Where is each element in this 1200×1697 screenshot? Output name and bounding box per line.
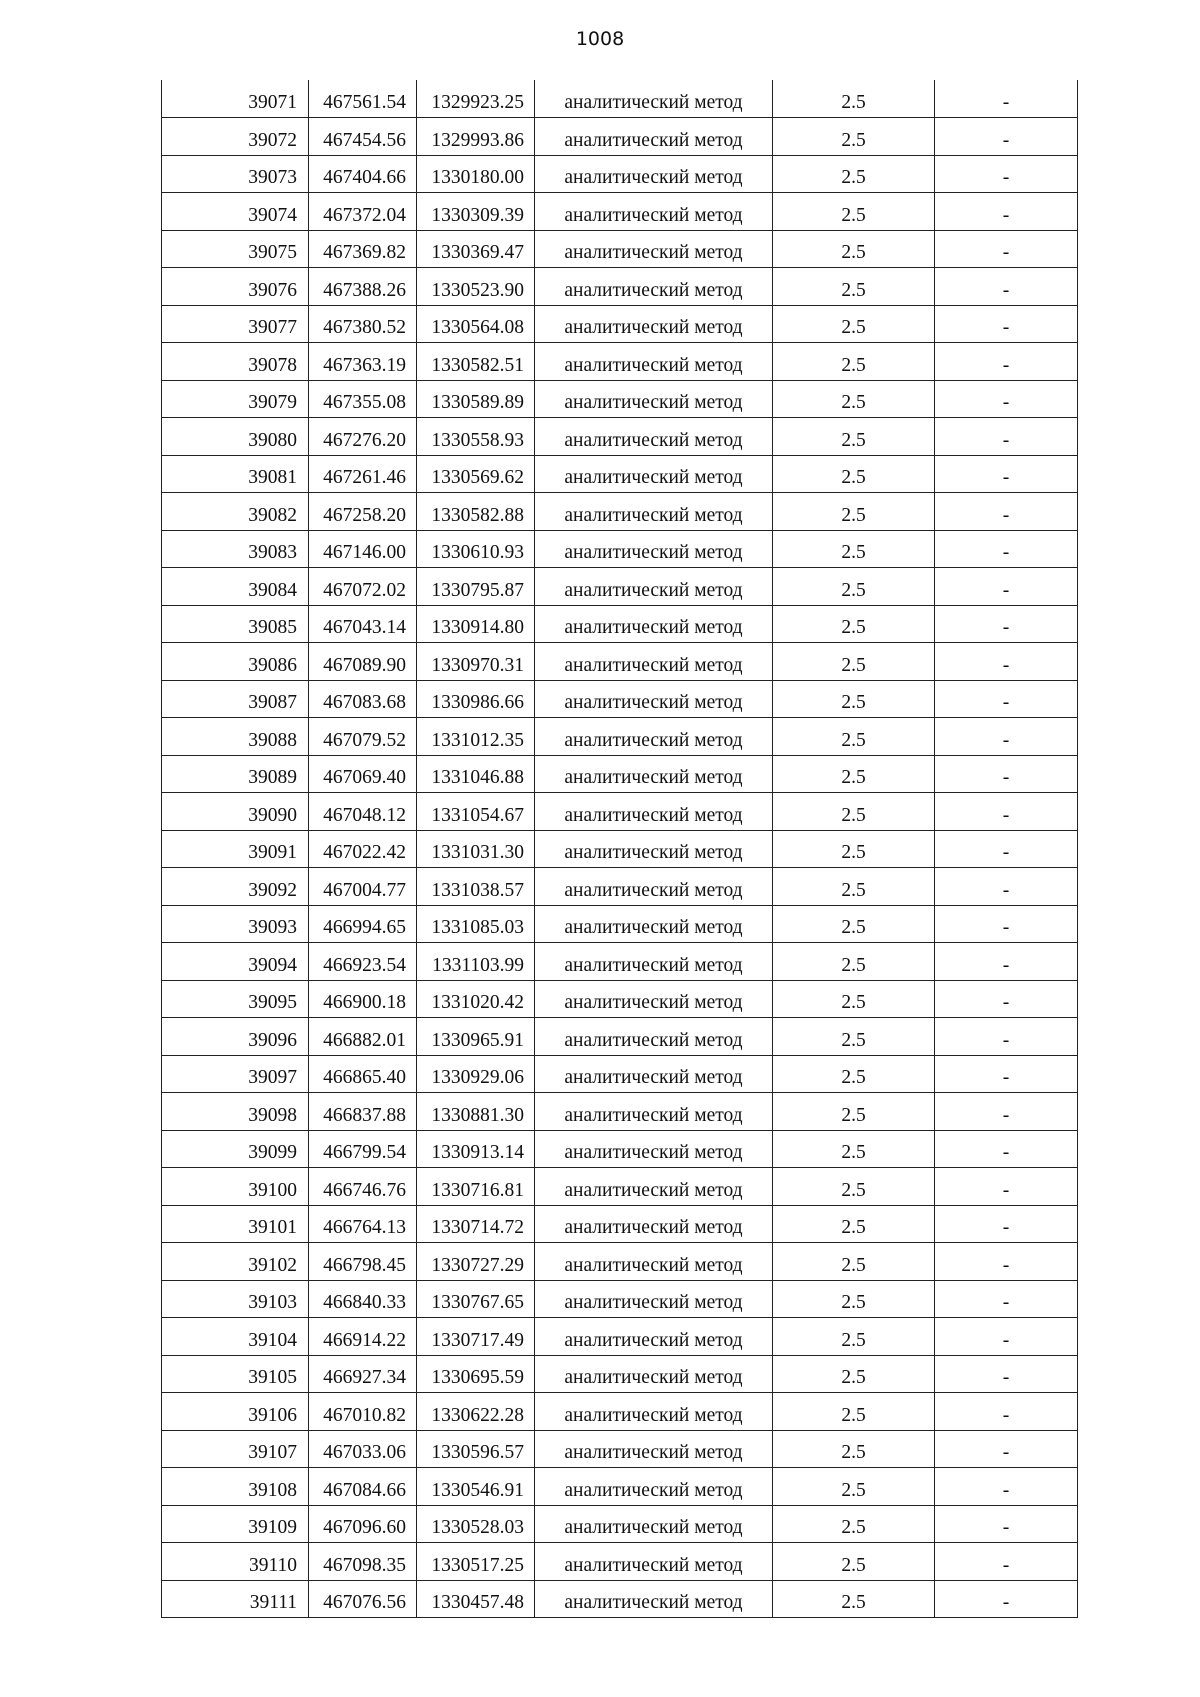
method-cell: аналитический метод (535, 643, 773, 681)
accuracy-cell: 2.5 (773, 155, 935, 193)
x-coordinate-cell: 466764.13 (309, 1205, 417, 1243)
table-row (162, 80, 1078, 118)
table-row (162, 1280, 1078, 1318)
table-row (162, 1018, 1078, 1056)
point-number-cell: 39110 (162, 1543, 309, 1581)
table-row (162, 193, 1078, 231)
note-cell: - (935, 1355, 1078, 1393)
x-coordinate-cell: 466927.34 (309, 1355, 417, 1393)
note-cell: - (935, 268, 1078, 306)
note-cell: - (935, 718, 1078, 756)
table-row (162, 268, 1078, 306)
point-number-cell: 39105 (162, 1355, 309, 1393)
y-coordinate-cell: 1330714.72 (417, 1205, 535, 1243)
x-coordinate-cell: 466798.45 (309, 1243, 417, 1281)
x-coordinate-cell: 467380.52 (309, 305, 417, 343)
point-number-cell: 39083 (162, 530, 309, 568)
x-coordinate-cell: 467363.19 (309, 343, 417, 381)
y-coordinate-cell: 1330881.30 (417, 1093, 535, 1131)
y-coordinate-cell: 1330558.93 (417, 418, 535, 456)
method-cell: аналитический метод (535, 1055, 773, 1093)
accuracy-cell: 2.5 (773, 305, 935, 343)
note-cell: - (935, 305, 1078, 343)
table-row (162, 1055, 1078, 1093)
note-cell: - (935, 155, 1078, 193)
method-cell: аналитический метод (535, 793, 773, 831)
note-cell: - (935, 1505, 1078, 1543)
table-row (162, 530, 1078, 568)
accuracy-cell: 2.5 (773, 1543, 935, 1581)
method-cell: аналитический метод (535, 605, 773, 643)
table-row (162, 568, 1078, 606)
table-row (162, 1205, 1078, 1243)
method-cell: аналитический метод (535, 568, 773, 606)
note-cell: - (935, 980, 1078, 1018)
point-number-cell: 39075 (162, 230, 309, 268)
table-row (162, 1093, 1078, 1131)
x-coordinate-cell: 467561.54 (309, 80, 417, 118)
accuracy-cell: 2.5 (773, 380, 935, 418)
accuracy-cell: 2.5 (773, 980, 935, 1018)
accuracy-cell: 2.5 (773, 268, 935, 306)
method-cell: аналитический метод (535, 493, 773, 531)
x-coordinate-cell: 467043.14 (309, 605, 417, 643)
y-coordinate-cell: 1330610.93 (417, 530, 535, 568)
y-coordinate-cell: 1330546.91 (417, 1468, 535, 1506)
point-number-cell: 39091 (162, 830, 309, 868)
method-cell: аналитический метод (535, 1243, 773, 1281)
method-cell: аналитический метод (535, 268, 773, 306)
note-cell: - (935, 605, 1078, 643)
x-coordinate-cell: 467404.66 (309, 155, 417, 193)
note-cell: - (935, 643, 1078, 681)
accuracy-cell: 2.5 (773, 905, 935, 943)
accuracy-cell: 2.5 (773, 1580, 935, 1618)
point-number-cell: 39086 (162, 643, 309, 681)
y-coordinate-cell: 1331046.88 (417, 755, 535, 793)
accuracy-cell: 2.5 (773, 755, 935, 793)
table-row (162, 905, 1078, 943)
coordinates-table-body (162, 80, 1078, 1618)
method-cell: аналитический метод (535, 1130, 773, 1168)
accuracy-cell: 2.5 (773, 868, 935, 906)
note-cell: - (935, 1318, 1078, 1356)
table-row (162, 493, 1078, 531)
point-number-cell: 39092 (162, 868, 309, 906)
method-cell: аналитический метод (535, 118, 773, 156)
method-cell: аналитический метод (535, 418, 773, 456)
table-row (162, 230, 1078, 268)
accuracy-cell: 2.5 (773, 530, 935, 568)
accuracy-cell: 2.5 (773, 1055, 935, 1093)
method-cell: аналитический метод (535, 1580, 773, 1618)
point-number-cell: 39108 (162, 1468, 309, 1506)
point-number-cell: 39097 (162, 1055, 309, 1093)
y-coordinate-cell: 1330564.08 (417, 305, 535, 343)
x-coordinate-cell: 466840.33 (309, 1280, 417, 1318)
point-number-cell: 39102 (162, 1243, 309, 1281)
accuracy-cell: 2.5 (773, 1130, 935, 1168)
y-coordinate-cell: 1330716.81 (417, 1168, 535, 1206)
accuracy-cell: 2.5 (773, 568, 935, 606)
accuracy-cell: 2.5 (773, 943, 935, 981)
note-cell: - (935, 455, 1078, 493)
point-number-cell: 39087 (162, 680, 309, 718)
y-coordinate-cell: 1330622.28 (417, 1393, 535, 1431)
y-coordinate-cell: 1330965.91 (417, 1018, 535, 1056)
x-coordinate-cell: 467096.60 (309, 1505, 417, 1543)
point-number-cell: 39077 (162, 305, 309, 343)
x-coordinate-cell: 467355.08 (309, 380, 417, 418)
table-row (162, 1243, 1078, 1281)
y-coordinate-cell: 1329923.25 (417, 80, 535, 118)
x-coordinate-cell: 467258.20 (309, 493, 417, 531)
method-cell: аналитический метод (535, 1280, 773, 1318)
method-cell: аналитический метод (535, 943, 773, 981)
point-number-cell: 39074 (162, 193, 309, 231)
table-row (162, 1543, 1078, 1581)
table-row (162, 455, 1078, 493)
y-coordinate-cell: 1330309.39 (417, 193, 535, 231)
method-cell: аналитический метод (535, 1468, 773, 1506)
x-coordinate-cell: 466865.40 (309, 1055, 417, 1093)
accuracy-cell: 2.5 (773, 343, 935, 381)
point-number-cell: 39106 (162, 1393, 309, 1431)
y-coordinate-cell: 1330569.62 (417, 455, 535, 493)
y-coordinate-cell: 1330717.49 (417, 1318, 535, 1356)
point-number-cell: 39079 (162, 380, 309, 418)
y-coordinate-cell: 1330180.00 (417, 155, 535, 193)
point-number-cell: 39107 (162, 1430, 309, 1468)
x-coordinate-cell: 466994.65 (309, 905, 417, 943)
note-cell: - (935, 118, 1078, 156)
x-coordinate-cell: 467048.12 (309, 793, 417, 831)
note-cell: - (935, 418, 1078, 456)
note-cell: - (935, 868, 1078, 906)
point-number-cell: 39104 (162, 1318, 309, 1356)
table-row (162, 943, 1078, 981)
x-coordinate-cell: 467089.90 (309, 643, 417, 681)
y-coordinate-cell: 1330517.25 (417, 1543, 535, 1581)
point-number-cell: 39089 (162, 755, 309, 793)
accuracy-cell: 2.5 (773, 418, 935, 456)
method-cell: аналитический метод (535, 830, 773, 868)
table-row (162, 380, 1078, 418)
table-row (162, 793, 1078, 831)
page-number: 1008 (575, 28, 625, 50)
method-cell: аналитический метод (535, 305, 773, 343)
x-coordinate-cell: 466882.01 (309, 1018, 417, 1056)
note-cell: - (935, 1093, 1078, 1131)
method-cell: аналитический метод (535, 230, 773, 268)
point-number-cell: 39090 (162, 793, 309, 831)
y-coordinate-cell: 1330582.88 (417, 493, 535, 531)
accuracy-cell: 2.5 (773, 230, 935, 268)
x-coordinate-cell: 466746.76 (309, 1168, 417, 1206)
point-number-cell: 39096 (162, 1018, 309, 1056)
method-cell: аналитический метод (535, 1205, 773, 1243)
table-row (162, 118, 1078, 156)
x-coordinate-cell: 467261.46 (309, 455, 417, 493)
note-cell: - (935, 1430, 1078, 1468)
x-coordinate-cell: 466799.54 (309, 1130, 417, 1168)
y-coordinate-cell: 1330695.59 (417, 1355, 535, 1393)
point-number-cell: 39078 (162, 343, 309, 381)
point-number-cell: 39073 (162, 155, 309, 193)
point-number-cell: 39076 (162, 268, 309, 306)
table-row (162, 755, 1078, 793)
point-number-cell: 39095 (162, 980, 309, 1018)
method-cell: аналитический метод (535, 455, 773, 493)
y-coordinate-cell: 1331038.57 (417, 868, 535, 906)
x-coordinate-cell: 467033.06 (309, 1430, 417, 1468)
method-cell: аналитический метод (535, 905, 773, 943)
method-cell: аналитический метод (535, 1393, 773, 1431)
note-cell: - (935, 943, 1078, 981)
y-coordinate-cell: 1331085.03 (417, 905, 535, 943)
point-number-cell: 39093 (162, 905, 309, 943)
point-number-cell: 39103 (162, 1280, 309, 1318)
y-coordinate-cell: 1330913.14 (417, 1130, 535, 1168)
y-coordinate-cell: 1330457.48 (417, 1580, 535, 1618)
x-coordinate-cell: 467004.77 (309, 868, 417, 906)
x-coordinate-cell: 467069.40 (309, 755, 417, 793)
accuracy-cell: 2.5 (773, 493, 935, 531)
accuracy-cell: 2.5 (773, 718, 935, 756)
accuracy-cell: 2.5 (773, 1243, 935, 1281)
x-coordinate-cell: 467098.35 (309, 1543, 417, 1581)
y-coordinate-cell: 1331012.35 (417, 718, 535, 756)
table-row (162, 305, 1078, 343)
accuracy-cell: 2.5 (773, 1168, 935, 1206)
table-row (162, 343, 1078, 381)
method-cell: аналитический метод (535, 980, 773, 1018)
note-cell: - (935, 380, 1078, 418)
method-cell: аналитический метод (535, 755, 773, 793)
table-row (162, 1468, 1078, 1506)
table-row (162, 1168, 1078, 1206)
x-coordinate-cell: 467022.42 (309, 830, 417, 868)
x-coordinate-cell: 466914.22 (309, 1318, 417, 1356)
point-number-cell: 39101 (162, 1205, 309, 1243)
point-number-cell: 39088 (162, 718, 309, 756)
point-number-cell: 39111 (162, 1580, 309, 1618)
table-row (162, 1505, 1078, 1543)
point-number-cell: 39098 (162, 1093, 309, 1131)
x-coordinate-cell: 467079.52 (309, 718, 417, 756)
point-number-cell: 39082 (162, 493, 309, 531)
y-coordinate-cell: 1330727.29 (417, 1243, 535, 1281)
accuracy-cell: 2.5 (773, 1430, 935, 1468)
point-number-cell: 39100 (162, 1168, 309, 1206)
note-cell: - (935, 755, 1078, 793)
table-row (162, 418, 1078, 456)
accuracy-cell: 2.5 (773, 680, 935, 718)
y-coordinate-cell: 1330369.47 (417, 230, 535, 268)
accuracy-cell: 2.5 (773, 1093, 935, 1131)
accuracy-cell: 2.5 (773, 1505, 935, 1543)
note-cell: - (935, 230, 1078, 268)
note-cell: - (935, 830, 1078, 868)
note-cell: - (935, 1468, 1078, 1506)
note-cell: - (935, 568, 1078, 606)
method-cell: аналитический метод (535, 1430, 773, 1468)
x-coordinate-cell: 467010.82 (309, 1393, 417, 1431)
point-number-cell: 39099 (162, 1130, 309, 1168)
point-number-cell: 39094 (162, 943, 309, 981)
note-cell: - (935, 193, 1078, 231)
point-number-cell: 39072 (162, 118, 309, 156)
note-cell: - (935, 1243, 1078, 1281)
note-cell: - (935, 680, 1078, 718)
accuracy-cell: 2.5 (773, 1393, 935, 1431)
y-coordinate-cell: 1330914.80 (417, 605, 535, 643)
x-coordinate-cell: 467369.82 (309, 230, 417, 268)
y-coordinate-cell: 1330596.57 (417, 1430, 535, 1468)
table-row (162, 1580, 1078, 1618)
table-row (162, 980, 1078, 1018)
x-coordinate-cell: 466900.18 (309, 980, 417, 1018)
table-row (162, 680, 1078, 718)
table-row (162, 718, 1078, 756)
table-row (162, 868, 1078, 906)
method-cell: аналитический метод (535, 1355, 773, 1393)
table-row (162, 1355, 1078, 1393)
accuracy-cell: 2.5 (773, 118, 935, 156)
method-cell: аналитический метод (535, 380, 773, 418)
note-cell: - (935, 343, 1078, 381)
note-cell: - (935, 1055, 1078, 1093)
note-cell: - (935, 530, 1078, 568)
x-coordinate-cell: 466923.54 (309, 943, 417, 981)
y-coordinate-cell: 1330523.90 (417, 268, 535, 306)
table-row (162, 1130, 1078, 1168)
accuracy-cell: 2.5 (773, 455, 935, 493)
y-coordinate-cell: 1330970.31 (417, 643, 535, 681)
accuracy-cell: 2.5 (773, 643, 935, 681)
y-coordinate-cell: 1330929.06 (417, 1055, 535, 1093)
table-row (162, 1318, 1078, 1356)
note-cell: - (935, 1018, 1078, 1056)
accuracy-cell: 2.5 (773, 193, 935, 231)
accuracy-cell: 2.5 (773, 1018, 935, 1056)
method-cell: аналитический метод (535, 530, 773, 568)
y-coordinate-cell: 1331031.30 (417, 830, 535, 868)
table-row (162, 1430, 1078, 1468)
x-coordinate-cell: 467072.02 (309, 568, 417, 606)
note-cell: - (935, 80, 1078, 118)
x-coordinate-cell: 467276.20 (309, 418, 417, 456)
y-coordinate-cell: 1330589.89 (417, 380, 535, 418)
coordinates-table (161, 80, 1078, 1618)
method-cell: аналитический метод (535, 868, 773, 906)
point-number-cell: 39080 (162, 418, 309, 456)
accuracy-cell: 2.5 (773, 1205, 935, 1243)
method-cell: аналитический метод (535, 343, 773, 381)
method-cell: аналитический метод (535, 1318, 773, 1356)
x-coordinate-cell: 467146.00 (309, 530, 417, 568)
accuracy-cell: 2.5 (773, 1355, 935, 1393)
y-coordinate-cell: 1330582.51 (417, 343, 535, 381)
y-coordinate-cell: 1331054.67 (417, 793, 535, 831)
y-coordinate-cell: 1331103.99 (417, 943, 535, 981)
note-cell: - (935, 1205, 1078, 1243)
note-cell: - (935, 793, 1078, 831)
note-cell: - (935, 905, 1078, 943)
accuracy-cell: 2.5 (773, 1280, 935, 1318)
table-row (162, 643, 1078, 681)
method-cell: аналитический метод (535, 193, 773, 231)
note-cell: - (935, 1280, 1078, 1318)
x-coordinate-cell: 467076.56 (309, 1580, 417, 1618)
accuracy-cell: 2.5 (773, 830, 935, 868)
accuracy-cell: 2.5 (773, 793, 935, 831)
method-cell: аналитический метод (535, 1168, 773, 1206)
method-cell: аналитический метод (535, 155, 773, 193)
note-cell: - (935, 1393, 1078, 1431)
x-coordinate-cell: 467083.68 (309, 680, 417, 718)
table-row (162, 605, 1078, 643)
note-cell: - (935, 1130, 1078, 1168)
y-coordinate-cell: 1330795.87 (417, 568, 535, 606)
method-cell: аналитический метод (535, 80, 773, 118)
x-coordinate-cell: 466837.88 (309, 1093, 417, 1131)
method-cell: аналитический метод (535, 1505, 773, 1543)
point-number-cell: 39071 (162, 80, 309, 118)
method-cell: аналитический метод (535, 680, 773, 718)
table-row (162, 830, 1078, 868)
note-cell: - (935, 1543, 1078, 1581)
method-cell: аналитический метод (535, 718, 773, 756)
point-number-cell: 39081 (162, 455, 309, 493)
accuracy-cell: 2.5 (773, 1318, 935, 1356)
method-cell: аналитический метод (535, 1018, 773, 1056)
x-coordinate-cell: 467372.04 (309, 193, 417, 231)
method-cell: аналитический метод (535, 1093, 773, 1131)
method-cell: аналитический метод (535, 1543, 773, 1581)
note-cell: - (935, 1580, 1078, 1618)
point-number-cell: 39085 (162, 605, 309, 643)
note-cell: - (935, 493, 1078, 531)
point-number-cell: 39084 (162, 568, 309, 606)
y-coordinate-cell: 1330528.03 (417, 1505, 535, 1543)
table-row (162, 1393, 1078, 1431)
accuracy-cell: 2.5 (773, 80, 935, 118)
y-coordinate-cell: 1330767.65 (417, 1280, 535, 1318)
y-coordinate-cell: 1330986.66 (417, 680, 535, 718)
x-coordinate-cell: 467454.56 (309, 118, 417, 156)
x-coordinate-cell: 467388.26 (309, 268, 417, 306)
x-coordinate-cell: 467084.66 (309, 1468, 417, 1506)
accuracy-cell: 2.5 (773, 1468, 935, 1506)
table-row (162, 155, 1078, 193)
point-number-cell: 39109 (162, 1505, 309, 1543)
note-cell: - (935, 1168, 1078, 1206)
accuracy-cell: 2.5 (773, 605, 935, 643)
y-coordinate-cell: 1331020.42 (417, 980, 535, 1018)
y-coordinate-cell: 1329993.86 (417, 118, 535, 156)
